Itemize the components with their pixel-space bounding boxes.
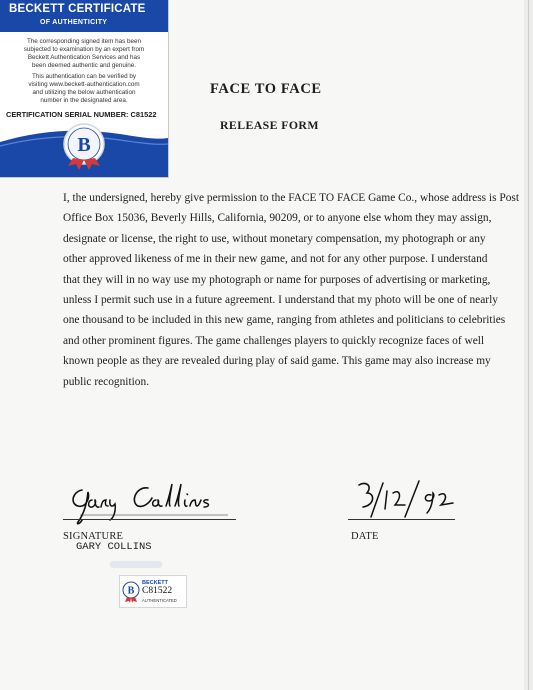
signer-name: GARY COLLINS [76,541,152,553]
hologram-brand: BECKETT [142,580,168,586]
badge-letter: B [77,134,91,156]
signature-label: SIGNATURE [63,531,124,542]
faint-smudge [110,561,162,568]
hologram-authenticated: AUTHENTICATED [142,598,177,603]
release-paragraph [63,188,519,392]
beckett-certificate-sticker [0,0,168,177]
signature-line [63,519,236,520]
certificate-serial-number: CERTIFICATION SERIAL NUMBER: C81522 [6,110,157,119]
hologram-serial: C81522 [142,586,173,596]
hologram-letter: B [127,585,135,597]
paragraph-line: unless I permit such use in a future agreement. I understand that my photo will be one of nearly [63,294,498,307]
paragraph-line: one thousand to be included in this new game, ranging from athletes and politicians to celebrities [63,314,506,327]
certificate-header [0,0,168,32]
paragraph-line: and other prominent figures. The game challenges players to quickly recognize faces of well [63,334,485,347]
beckett-hologram-sticker [120,576,186,607]
certificate-text-line: visiting www.beckett-authentication.com [28,81,140,88]
page-edge [524,0,533,690]
date-line [348,519,455,520]
page-edge-line [528,0,529,690]
form-subtitle: RELEASE FORM [220,118,319,132]
certificate-text-line: been deemed authentic and genuine. [32,62,136,69]
paragraph-line: other approved likeness of me in their new game, and not for any other purpose. I understand [63,253,488,266]
paragraph-line: Office Box 15036, Beverly Hills, California, 90209, or to anyone else whom they may assign, [63,212,492,225]
paragraph-line: designate or license, the right to use, without monetary compensation, my photograph or any [63,232,486,245]
certificate-text-line: and utilizing the below authentication [32,89,136,96]
certificate-text-line: subjected to examination by an expert from [23,46,145,53]
certificate-text-line: The corresponding signed item has been [26,38,142,45]
certificate-title: BECKETT CERTIFICATE [9,3,146,15]
certificate-text-line: This authentication can be verified by [32,73,136,80]
certificate-text-line: Beckett Authentication Services and has [27,54,141,61]
paragraph-line: that they will in no way use my photograph or name for purposes of advertising or marketing, [63,273,491,286]
form-title: FACE TO FACE [210,81,322,97]
date-label: DATE [351,531,379,542]
beckett-badge-icon [62,120,106,172]
handwritten-date [347,477,462,525]
certificate-text-line: number in the designated area. [40,97,128,104]
paragraph-line: known people as they are revealed during play of said game. This game may also increase my [63,355,491,368]
certificate-subtitle: OF AUTHENTICITY [40,19,108,26]
paragraph-line: public recognition. [63,375,150,388]
beckett-logo-icon [122,580,140,604]
paragraph-line: I, the undersigned, hereby give permission to the FACE TO FACE Game Co., whose address is Post [63,192,519,204]
